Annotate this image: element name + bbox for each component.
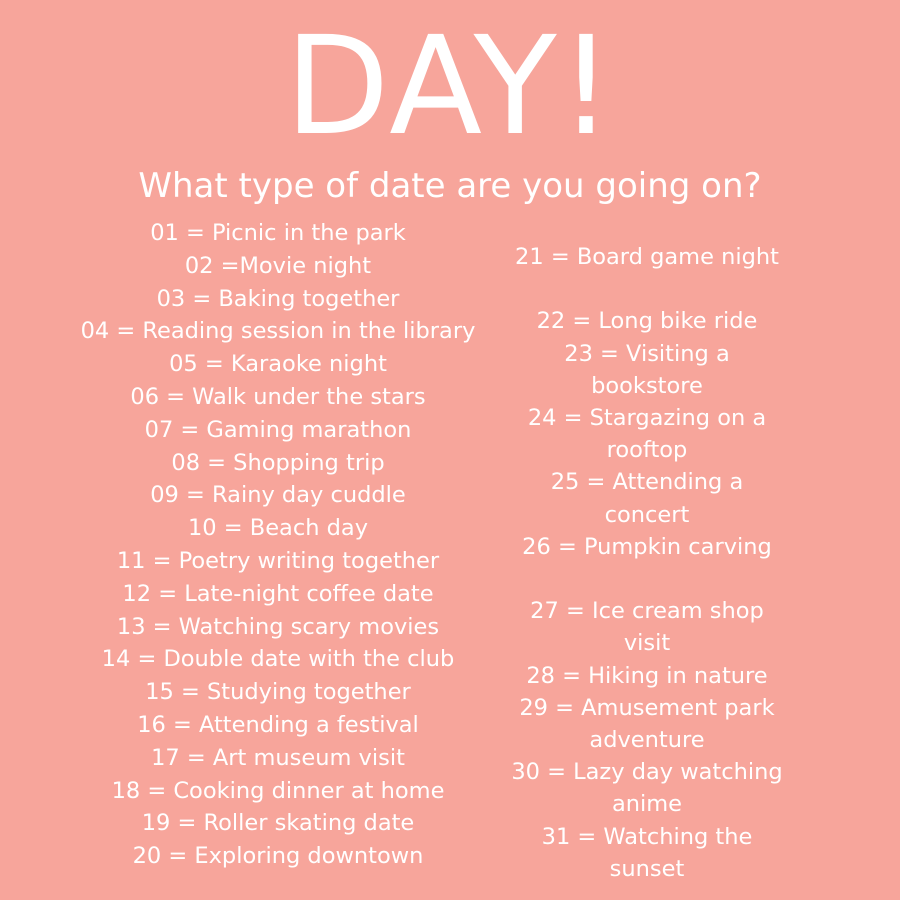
list-item: 12 = Late-night coffee date: [122, 580, 434, 607]
date-list-left-column: [38, 217, 518, 873]
list-item: 02 =Movie night: [184, 252, 372, 279]
list-item: 22 = Long bike ride: [536, 308, 758, 335]
list-item: 11 = Poetry writing together: [116, 547, 440, 574]
list-item: 04 = Reading session in the library: [80, 318, 476, 345]
list-item: 01 = Picnic in the park: [150, 220, 406, 246]
list-item: 27 = Ice cream shop visit: [530, 598, 764, 657]
list-item: 28 = Hiking in nature: [526, 662, 768, 689]
page-title: DAY!: [284, 8, 616, 166]
list-item: 09 = Rainy day cuddle: [150, 482, 406, 509]
list-item: 15 = Studying together: [145, 679, 411, 706]
list-item: 05 = Karaoke night: [169, 351, 387, 378]
list-item: 19 = Roller skating date: [141, 810, 415, 837]
list-item: 18 = Cooking dinner at home: [111, 777, 445, 804]
list-item: 24 = Stargazing on a rooftop: [527, 404, 767, 464]
list-item: 08 = Shopping trip: [171, 449, 385, 476]
list-item: 14 = Double date with the club: [101, 646, 455, 673]
list-item: 26 = Pumpkin carving: [522, 533, 772, 560]
list-item: 25 = Attending a concert: [550, 469, 744, 528]
list-item: 10 = Beach day: [187, 515, 369, 542]
list-item: 13 = Watching scary movies: [116, 613, 440, 640]
date-list-right-column: [508, 241, 786, 885]
list-item: 16 = Attending a festival: [137, 711, 419, 738]
list-item: 29 = Amusement park adventure: [519, 694, 775, 753]
list-item: 30 = Lazy day watching anime: [511, 759, 783, 818]
list-item: 06 = Walk under the stars: [130, 383, 426, 410]
list-item: 23 = Visiting a bookstore: [564, 340, 730, 399]
subtitle: What type of date are you going on?: [138, 166, 762, 206]
list-item: 21 = Board game night: [515, 244, 779, 270]
list-item: 03 = Baking together: [156, 285, 400, 312]
list-item: 31 = Watching the sunset: [541, 823, 753, 882]
list-item: 20 = Exploring downtown: [132, 843, 424, 870]
list-item: 07 = Gaming marathon: [144, 416, 412, 443]
list-item: 17 = Art museum visit: [151, 744, 405, 771]
